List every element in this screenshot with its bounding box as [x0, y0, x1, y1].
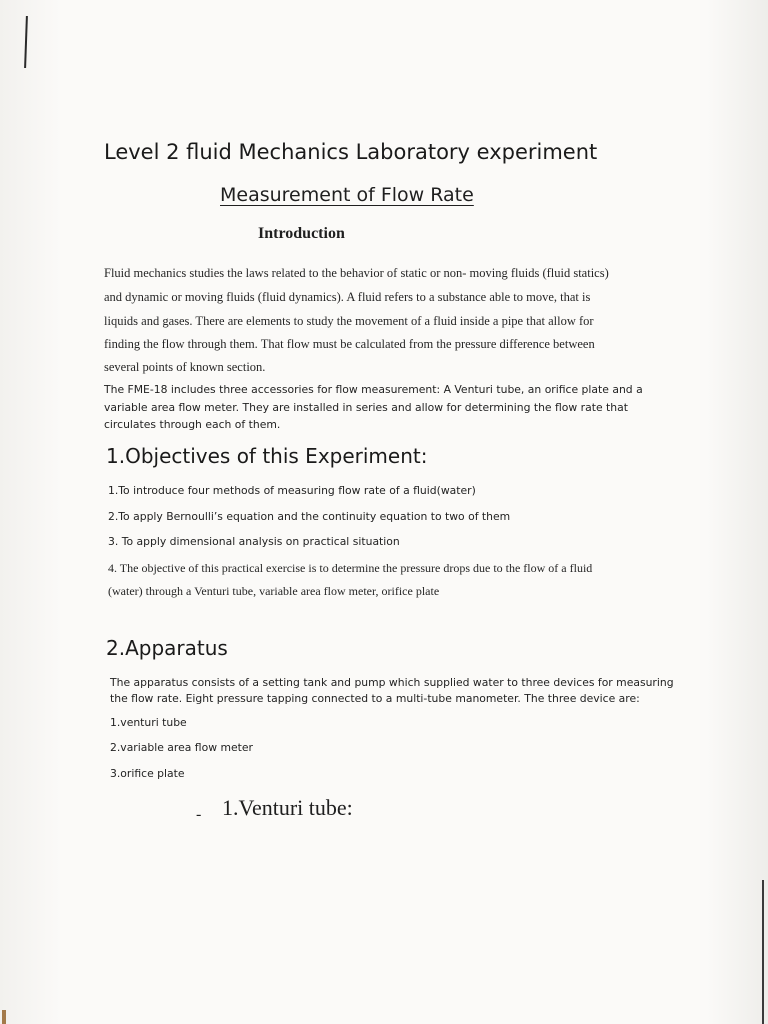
fme-line: The FME-18 includes three accessories for flow measurement: A Venturi tube, an orifice plate and a: [104, 383, 643, 396]
intro-line: several points of known section.: [104, 360, 266, 374]
apparatus-heading: 2.Apparatus: [106, 636, 228, 660]
venturi-heading: 1.Venturi tube:: [222, 795, 353, 820]
device-item: 2.variable area flow meter: [110, 741, 253, 754]
objective-item: 3. To apply dimensional analysis on practical situation: [108, 535, 400, 548]
venturi-dash: -: [196, 806, 202, 823]
intro-line: Fluid mechanics studies the laws related to the behavior of static or non- moving fluids (fluid statics): [104, 266, 609, 280]
page-corner-mark: [2, 1010, 6, 1024]
objective-item: 4. The objective of this practical exercise is to determine the pressure drops due to the flow of a fluid: [108, 561, 593, 575]
pen-mark: [24, 16, 28, 68]
document-subtitle: Measurement of Flow Rate: [220, 184, 474, 206]
device-item: 3.orifice plate: [110, 767, 185, 780]
intro-line: liquids and gases. There are elements to study the movement of a fluid inside a pipe that allow for: [104, 314, 594, 328]
objective-item: 2.To apply Bernoulli’s equation and the continuity equation to two of them: [108, 510, 511, 523]
device-item: 1.venturi tube: [110, 716, 187, 729]
intro-line: finding the flow through them. That flow must be calculated from the pressure difference between: [104, 337, 595, 351]
apparatus-line: the flow rate. Eight pressure tapping connected to a multi-tube manometer. The three device are:: [110, 692, 640, 705]
apparatus-line: The apparatus consists of a setting tank and pump which supplied water to three devices for measuring: [110, 676, 674, 689]
page-edge-shadow: [762, 880, 764, 1024]
objective-item: (water) through a Venturi tube, variable area flow meter, orifice plate: [108, 584, 440, 598]
objectives-heading: 1.Objectives of this Experiment:: [106, 444, 428, 468]
document-title: Level 2 fluid Mechanics Laboratory experiment: [104, 140, 598, 164]
fme-line: variable area flow meter. They are installed in series and allow for determining the flow rate that: [104, 401, 628, 414]
intro-line: and dynamic or moving fluids (fluid dynamics). A fluid refers to a substance able to move, that is: [104, 290, 591, 304]
introduction-heading: Introduction: [258, 225, 345, 242]
fme-line: circulates through each of them.: [104, 418, 281, 431]
objective-item: 1.To introduce four methods of measuring flow rate of a fluid(water): [108, 484, 476, 497]
